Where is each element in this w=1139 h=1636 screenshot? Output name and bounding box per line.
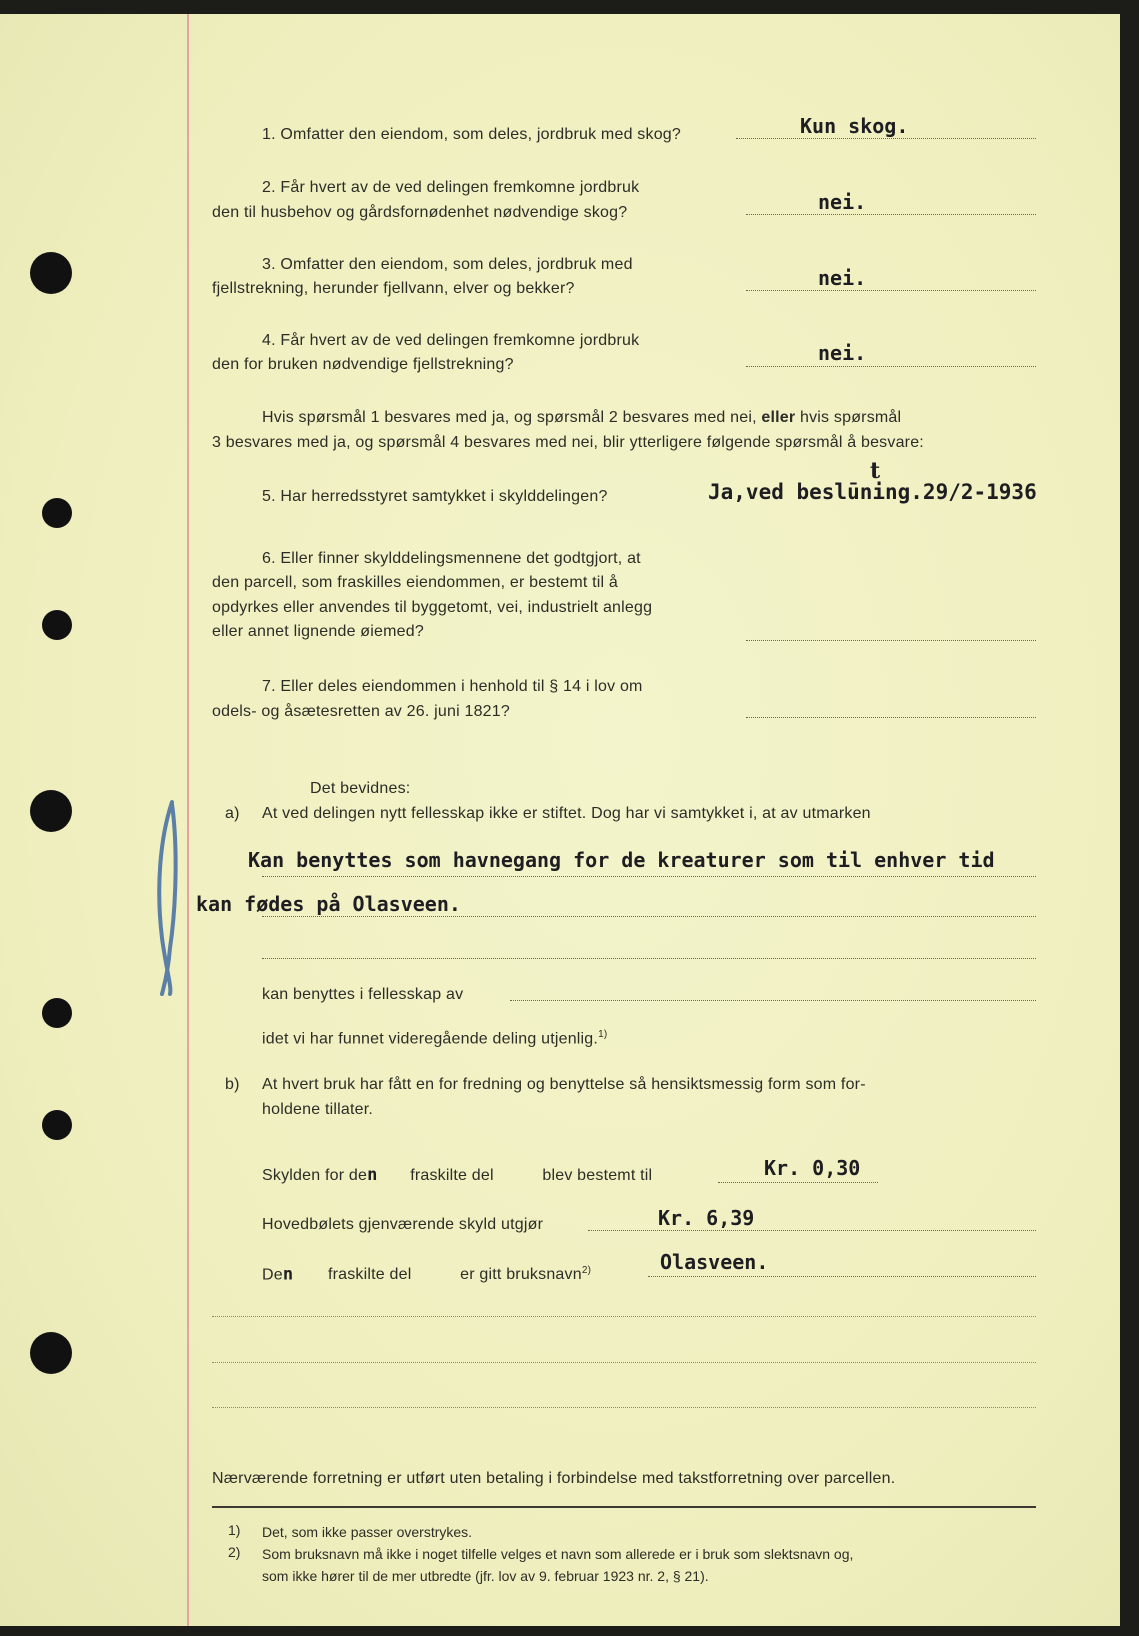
answer-line — [746, 214, 1036, 215]
question-5: 5. Har herredsstyret samtykket i skylddelingen? — [262, 488, 608, 505]
skyld-label: De — [262, 1266, 283, 1284]
condition-emphasis: eller — [761, 409, 796, 426]
answer-line — [746, 640, 1036, 641]
question-2-line-2: den til husbehov og gårdsfornødenhet nødvendige skog? — [212, 204, 628, 221]
answer-line — [736, 138, 1036, 139]
footnote-mark: 2) — [228, 1544, 241, 1560]
closing-statement: Nærværende forretning er utført uten betaling i forbindelse med takstforretning over parcellen. — [212, 1470, 896, 1487]
fill-line — [648, 1276, 1036, 1277]
footnote-2-line-2: som ikke hører til de mer utbredte (jfr. lov av 9. februar 1923 nr. 2, § 21). — [262, 1568, 709, 1584]
answer-1: Kun skog. — [800, 114, 909, 138]
fill-line — [718, 1182, 878, 1183]
question-1: 1. Omfatter den eiendom, som deles, jordbruk med skog? — [262, 126, 682, 143]
footnote-1: Det, som ikke passer overstrykes. — [262, 1524, 473, 1540]
question-6-line-3: opdyrkes eller anvendes til byggetomt, vei, industrielt anlegg — [212, 599, 653, 616]
answer-line — [746, 366, 1036, 367]
punch-hole — [42, 610, 72, 640]
bevidnes-title: Det bevidnes: — [310, 780, 411, 797]
answer-line — [746, 717, 1036, 718]
question-7-line-2: odels- og åsætesretten av 26. juni 1821? — [212, 703, 510, 720]
question-3-line-2: fjellstrekning, herunder fjellvann, elver og bekker? — [212, 280, 575, 297]
blank-line — [212, 1316, 1036, 1317]
footnote-mark: 1) — [228, 1522, 241, 1538]
condition-line-1 — [262, 407, 901, 429]
answer-5: Ja,ved beslūning.29/2-1936 — [708, 480, 1037, 504]
fellesskap-label: kan benyttes i fellesskap av — [262, 986, 464, 1003]
answer-2: nei. — [818, 190, 867, 214]
item-a-text: At ved delingen nytt fellesskap ikke er stiftet. Dog har vi samtykket i, at av utmarken — [262, 805, 871, 822]
item-b-label: b) — [225, 1076, 240, 1093]
typed-letter: n — [282, 1264, 294, 1285]
fill-line — [510, 1000, 1036, 1001]
item-a-label: a) — [225, 805, 240, 822]
skyld-label: fraskilte del — [410, 1167, 494, 1184]
idet-sentence: idet vi har funnet videregående deling utjenlig. — [262, 1030, 599, 1048]
skyld-value: Kr. 0,30 — [764, 1156, 861, 1180]
condition-text: hvis spørsmål — [800, 409, 902, 426]
question-4-line-1: 4. Får hvert av de ved delingen fremkomne jordbruk — [262, 332, 640, 349]
bruksnavn-value: Olasveen. — [660, 1250, 769, 1274]
skyld-label: Skylden for de — [262, 1167, 368, 1184]
question-7-line-1: 7. Eller deles eiendommen i henhold til § 14 i lov om — [262, 678, 643, 695]
typed-line-1: Kan benyttes som havnegang for de kreaturer som til enhver tid — [248, 848, 995, 872]
punch-hole — [30, 790, 72, 832]
question-6-line-4: eller annet lignende øiemed? — [212, 623, 424, 640]
punch-hole — [42, 1110, 72, 1140]
item-b-line-2: holdene tillater. — [262, 1101, 374, 1118]
hovedbol-value: Kr. 6,39 — [658, 1206, 755, 1230]
fill-line — [262, 958, 1036, 959]
condition-line-2: 3 besvares med ja, og spørsmål 4 besvares med nei, blir ytterligere følgende spørsmål å besvare: — [212, 434, 924, 451]
document-page — [0, 14, 1120, 1626]
skyld-label: er gitt bruksnavn — [460, 1266, 582, 1284]
fill-line — [262, 876, 1036, 877]
question-6-line-1: 6. Eller finner skylddelingsmennene det godtgjort, at — [262, 550, 641, 567]
condition-text: Hvis spørsmål 1 besvares med ja, og spørsmål 2 besvares med nei, — [262, 409, 757, 426]
punch-hole — [30, 252, 72, 294]
footnote-divider — [212, 1506, 1036, 1508]
punch-hole — [30, 1332, 72, 1374]
footnote-2-line-1: Som bruksnavn må ikke i noget tilfelle velges et navn som allerede er i bruk som slektsnavn og, — [262, 1546, 854, 1562]
fill-line — [588, 1230, 1036, 1231]
skyld-label: blev bestemt til — [542, 1167, 653, 1184]
item-b-line-1: At hvert bruk har fått en for fredning og benyttelse så hensiktsmessig form som for- — [262, 1076, 866, 1093]
skyld-line-2: Hovedbølets gjenværende skyld utgjør — [262, 1216, 544, 1233]
punch-hole — [42, 998, 72, 1028]
typed-line-2: kan fødes på Olasveen. — [196, 892, 461, 916]
skyld-label: fraskilte del — [327, 1266, 412, 1284]
footnote-ref: 1) — [598, 1029, 608, 1040]
punch-hole — [42, 498, 72, 528]
question-4-line-2: den for bruken nødvendige fjellstrekning? — [212, 356, 514, 373]
handwritten-correction: t — [870, 458, 881, 484]
answer-3: nei. — [818, 266, 867, 290]
question-6-line-2: den parcell, som fraskilles eiendommen, er bestemt til å — [212, 574, 619, 591]
question-3-line-1: 3. Omfatter den eiendom, som deles, jordbruk med — [262, 256, 633, 273]
skyld-line-1 — [262, 1164, 652, 1187]
footnote-ref: 2) — [581, 1265, 592, 1276]
typed-letter: n — [367, 1165, 378, 1185]
question-2-line-1: 2. Får hvert av de ved delingen fremkomne jordbruk — [262, 179, 640, 196]
answer-4: nei. — [818, 341, 867, 365]
pencil-mark-icon — [150, 798, 190, 998]
skyld-line-3 — [262, 1260, 591, 1286]
idet-text — [262, 1024, 607, 1050]
blank-line — [212, 1407, 1036, 1408]
answer-line — [746, 290, 1036, 291]
blank-line — [212, 1362, 1036, 1363]
fill-line — [262, 916, 1036, 917]
